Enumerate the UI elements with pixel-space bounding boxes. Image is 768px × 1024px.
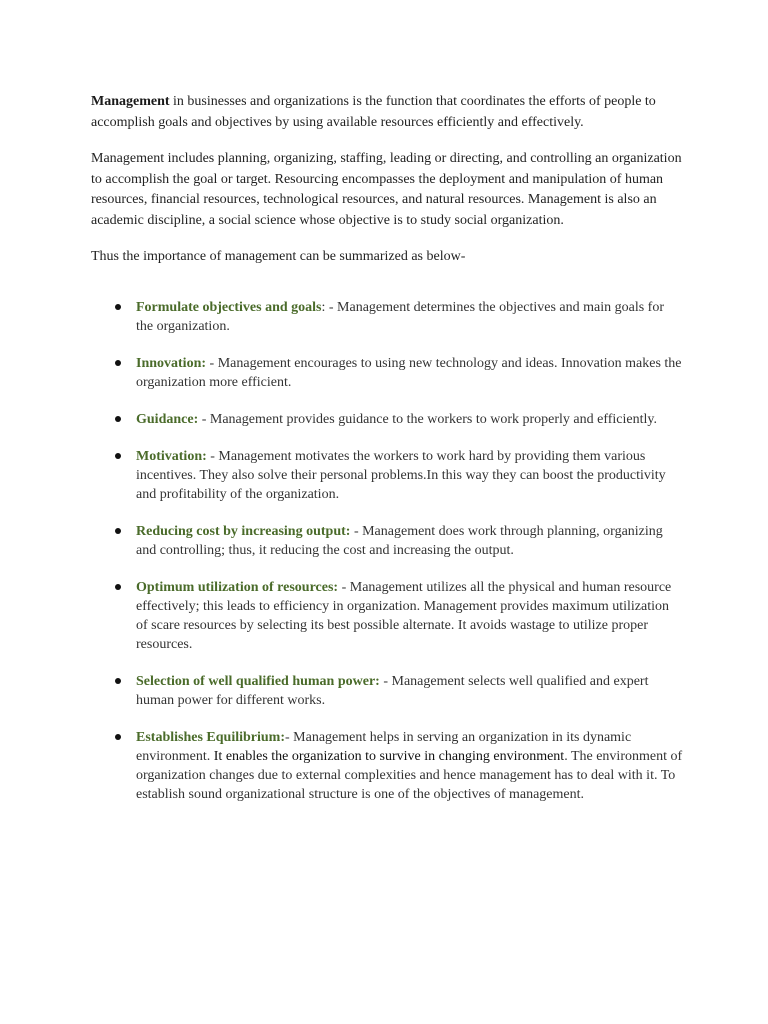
bullet-icon — [115, 360, 121, 366]
bullet-icon — [115, 528, 121, 534]
importance-list — [91, 298, 683, 804]
list-item-text: - Management utilizes all the physical and human resource effectively; this leads to efficiency in organization. Management provides maximum utilization of scare resources by selecting its best possible alternate. It avoids wastage to utilize proper resources. — [136, 579, 672, 652]
bullet-icon — [115, 416, 121, 422]
list-item-text: - Management helps in serving an organization in its dynamic environment. — [136, 729, 632, 764]
list-item-term: Selection of well qualified human power: — [136, 673, 380, 689]
list-item — [91, 728, 683, 804]
list-item-text-tail: . The environment of organization changes due to external complexities and hence management has to deal with it. To establish sound organizational structure is one of the objectives of management. — [136, 748, 683, 802]
document-page — [91, 92, 683, 822]
list-item-term: Reducing cost by increasing output: — [136, 523, 351, 539]
list-item — [91, 672, 683, 710]
list-item-text: - Management provides guidance to the workers to work properly and efficiently. — [198, 411, 657, 427]
list-item — [91, 522, 683, 560]
list-item — [91, 578, 683, 654]
list-item — [91, 298, 683, 336]
list-item-term: Innovation: — [136, 355, 207, 371]
list-item-text: - Management selects well qualified and expert human power for different works. — [136, 673, 649, 708]
list-item — [91, 447, 683, 504]
list-item-term: Formulate objectives and goals — [136, 299, 322, 315]
list-item-emphasis-text: It enables the organization to survive in changing environment — [213, 748, 565, 764]
bullet-icon — [115, 734, 121, 740]
list-item-text: - Management motivates the workers to work hard by providing them various incentives. They also solve their personal problems.In this way they can boost the productivity and profitability of the organization. — [136, 448, 666, 502]
list-item-term: Motivation: — [136, 448, 207, 464]
summary-lead-paragraph: Thus the importance of management can be summarized as below- — [91, 249, 466, 264]
bullet-icon — [115, 678, 121, 684]
list-item — [91, 410, 683, 429]
intro-lead-term: Management — [91, 94, 170, 109]
bullet-icon — [115, 453, 121, 459]
list-item-term: Optimum utilization of resources: — [136, 579, 339, 595]
intro-paragraph — [91, 92, 683, 133]
list-item-text: - Management encourages to using new technology and ideas. Innovation makes the organization more efficient. — [136, 355, 682, 390]
intro-text: in businesses and organizations is the function that coordinates the efforts of people to accomplish goals and objectives by using available resources efficiently and effectively. — [91, 94, 656, 130]
list-item-text: : - Management determines the objectives and main goals for the organization. — [136, 299, 664, 334]
bullet-icon — [115, 584, 121, 590]
bullet-icon — [115, 304, 121, 310]
list-item-term: Establishes Equilibrium: — [136, 729, 285, 745]
list-item — [91, 354, 683, 392]
definition-paragraph: Management includes planning, organizing, staffing, leading or directing, and controlling an organization to accomplish the goal or target. Resourcing encompasses the deployment and manipulation of human resources, financial resources, technological resources, and natural resources. Management is also an academic discipline, a social science whose objective is to study social organization. — [91, 151, 682, 228]
list-item-term: Guidance: — [136, 411, 199, 427]
list-item-text: - Management does work through planning, organizing and controlling; thus, it reducing the cost and increasing the output. — [136, 523, 663, 558]
